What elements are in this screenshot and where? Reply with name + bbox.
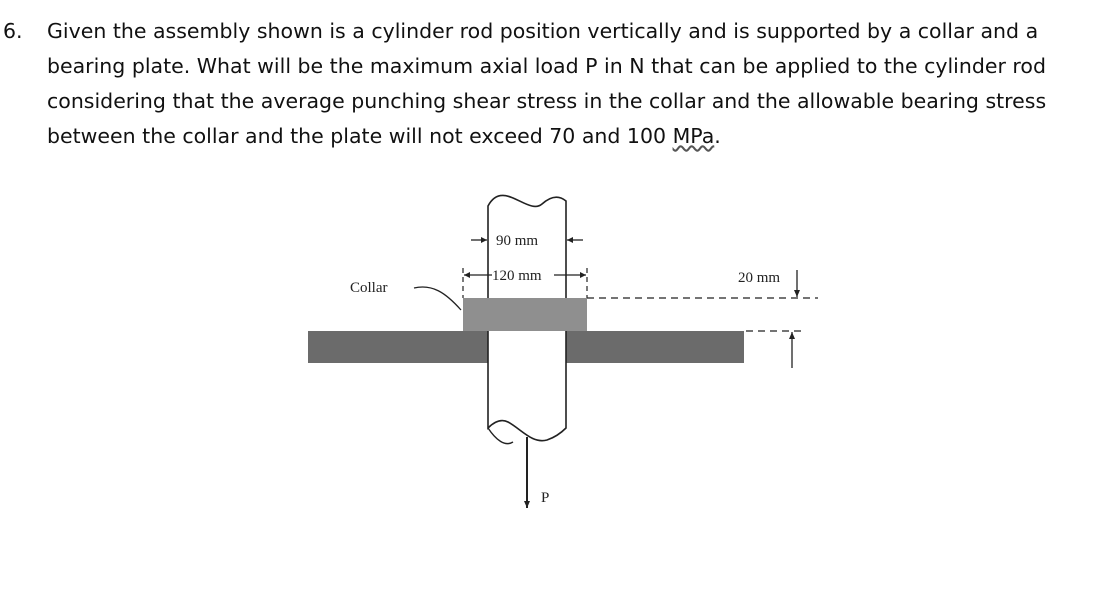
collar xyxy=(463,298,587,331)
cylinder-rod-lower xyxy=(488,331,566,441)
load-label: P xyxy=(541,490,550,506)
problem-text-line-3: considering that the average punching shear stress in the collar and the allowable bearing stress xyxy=(47,89,1047,113)
bearing-plate-left xyxy=(308,331,488,363)
problem-text-line-1: Given the assembly shown is a cylinder rod position vertically and is supported by a collar and a xyxy=(47,19,1039,43)
rod-break-curve xyxy=(488,428,513,444)
problem-text-line-4-main: between the collar and the plate will not exceed 70 and 100 xyxy=(47,124,673,148)
bearing-plate-right xyxy=(566,331,744,363)
rod-diameter-label: 90 mm xyxy=(496,233,539,249)
collar-thickness-label: 20 mm xyxy=(738,270,781,286)
collar-label: Collar xyxy=(350,280,388,296)
collar-leader-line xyxy=(414,287,461,310)
problem-text-line-2: bearing plate. What will be the maximum axial load P in N that can be applied to the cylinder rod xyxy=(47,54,1046,78)
stress-unit: MPa xyxy=(672,124,715,148)
problem-number: 6. xyxy=(3,19,23,43)
collar-diameter-label: 120 mm xyxy=(492,268,542,284)
problem-text-line-4-end: . xyxy=(714,124,721,148)
